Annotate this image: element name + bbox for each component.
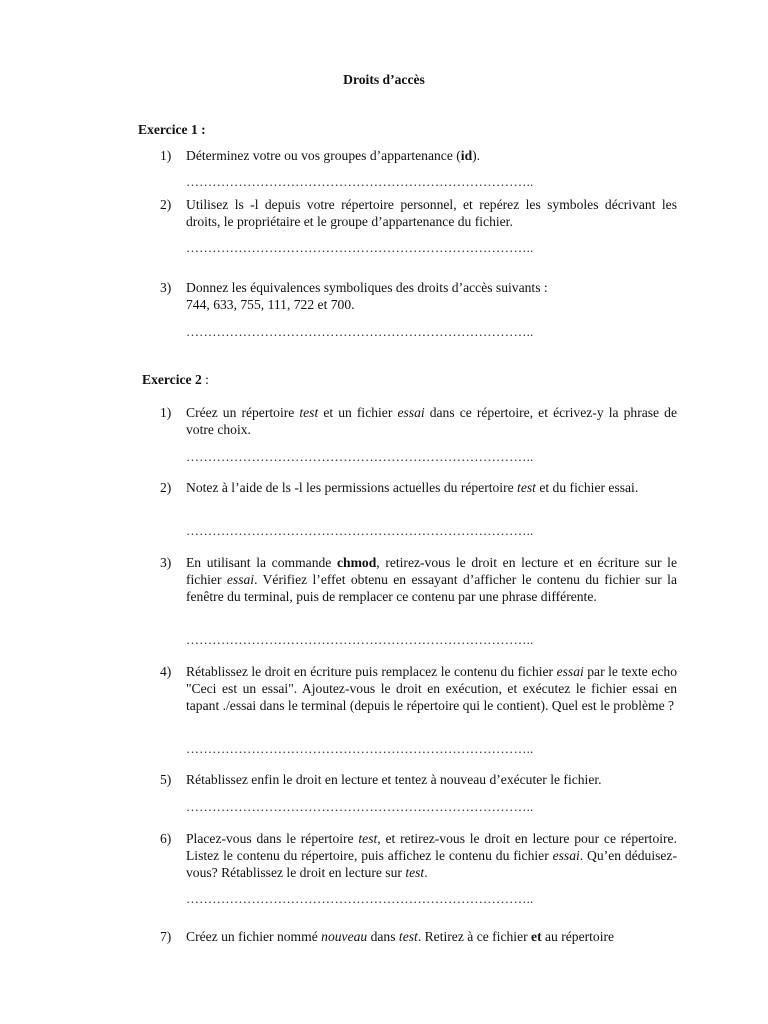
item-text: Notez à l’aide de ls -l les permissions actuelles du répertoire test et du fichier essai. bbox=[186, 480, 639, 495]
item-number: 2) bbox=[160, 197, 172, 212]
item-number: 3) bbox=[160, 555, 172, 570]
command-chmod: chmod bbox=[336, 555, 377, 570]
answer-line: …………………………………………………………………….. bbox=[186, 174, 534, 189]
item-text: Utilisez ls -l depuis votre répertoire personnel, et repérez les symboles décrivant les droits, le propriétaire et le groupe d’appartenance du fichier. bbox=[186, 197, 677, 229]
item-text: Créez un répertoire test et un fichier essai dans ce répertoire, et écrivez-y la phrase de votre choix. bbox=[186, 405, 677, 437]
item-text: Créez un fichier nommé nouveau dans test. Retirez à ce fichier et au répertoire bbox=[186, 929, 615, 944]
answer-line: …………………………………………………………………….. bbox=[186, 240, 534, 255]
item-number: 1) bbox=[160, 148, 172, 163]
item-text: Rétablissez enfin le droit en lecture et tentez à nouveau d’exécuter le fichier. bbox=[186, 772, 602, 787]
exercise-1-heading: Exercice 1 : bbox=[138, 122, 206, 137]
item-number: 6) bbox=[160, 831, 172, 846]
answer-line: …………………………………………………………………….. bbox=[186, 799, 534, 814]
answer-line: …………………………………………………………………….. bbox=[186, 891, 534, 906]
item-text: Déterminez votre ou vos groupes d’appartenance (id). bbox=[186, 148, 481, 163]
page-title: Droits d’accès bbox=[343, 72, 425, 87]
item-text: En utilisant la commande chmod, retirez-vous le droit en lecture et en écriture sur le fichier essai. Vérifiez l’effet obtenu en essayant d’afficher le contenu du fichier sur la fenêtre du terminal, puis de remplacer ce contenu par une phrase différente. bbox=[186, 555, 677, 604]
item-text: Placez-vous dans le répertoire test, et retirez-vous le droit en lecture pour ce répertoire. Listez le contenu du répertoire, puis affichez le contenu du fichier essai. Qu’en déduisez-vous? Rétablissez le droit en lecture sur test. bbox=[186, 831, 677, 880]
exercise-2-heading: Exercice 2 : bbox=[142, 372, 209, 387]
item-number: 1) bbox=[160, 405, 172, 420]
item-number: 2) bbox=[160, 480, 172, 495]
item-number: 3) bbox=[160, 280, 172, 295]
item-number: 4) bbox=[160, 664, 172, 679]
answer-line: …………………………………………………………………….. bbox=[186, 632, 534, 647]
item-text: Donnez les équivalences symboliques des droits d’accès suivants : bbox=[186, 280, 548, 295]
answer-line: …………………………………………………………………….. bbox=[186, 324, 534, 339]
item-text: Rétablissez le droit en écriture puis remplacez le contenu du fichier essai par le texte echo "Ceci est un essai". Ajoutez-vous le droit en exécution, et exécutez le fichier essai en tapant ./essai dans le terminal (depuis le répertoire qui le contient). Quel est le problème ? bbox=[186, 664, 677, 713]
answer-line: …………………………………………………………………….. bbox=[186, 741, 534, 756]
item-text-line-2: 744, 633, 755, 111, 722 et 700. bbox=[186, 297, 355, 312]
item-number: 7) bbox=[160, 929, 172, 944]
answer-line: …………………………………………………………………….. bbox=[186, 523, 534, 538]
item-number: 5) bbox=[160, 772, 172, 787]
answer-line: …………………………………………………………………….. bbox=[186, 449, 534, 464]
command-id: id bbox=[460, 148, 473, 163]
